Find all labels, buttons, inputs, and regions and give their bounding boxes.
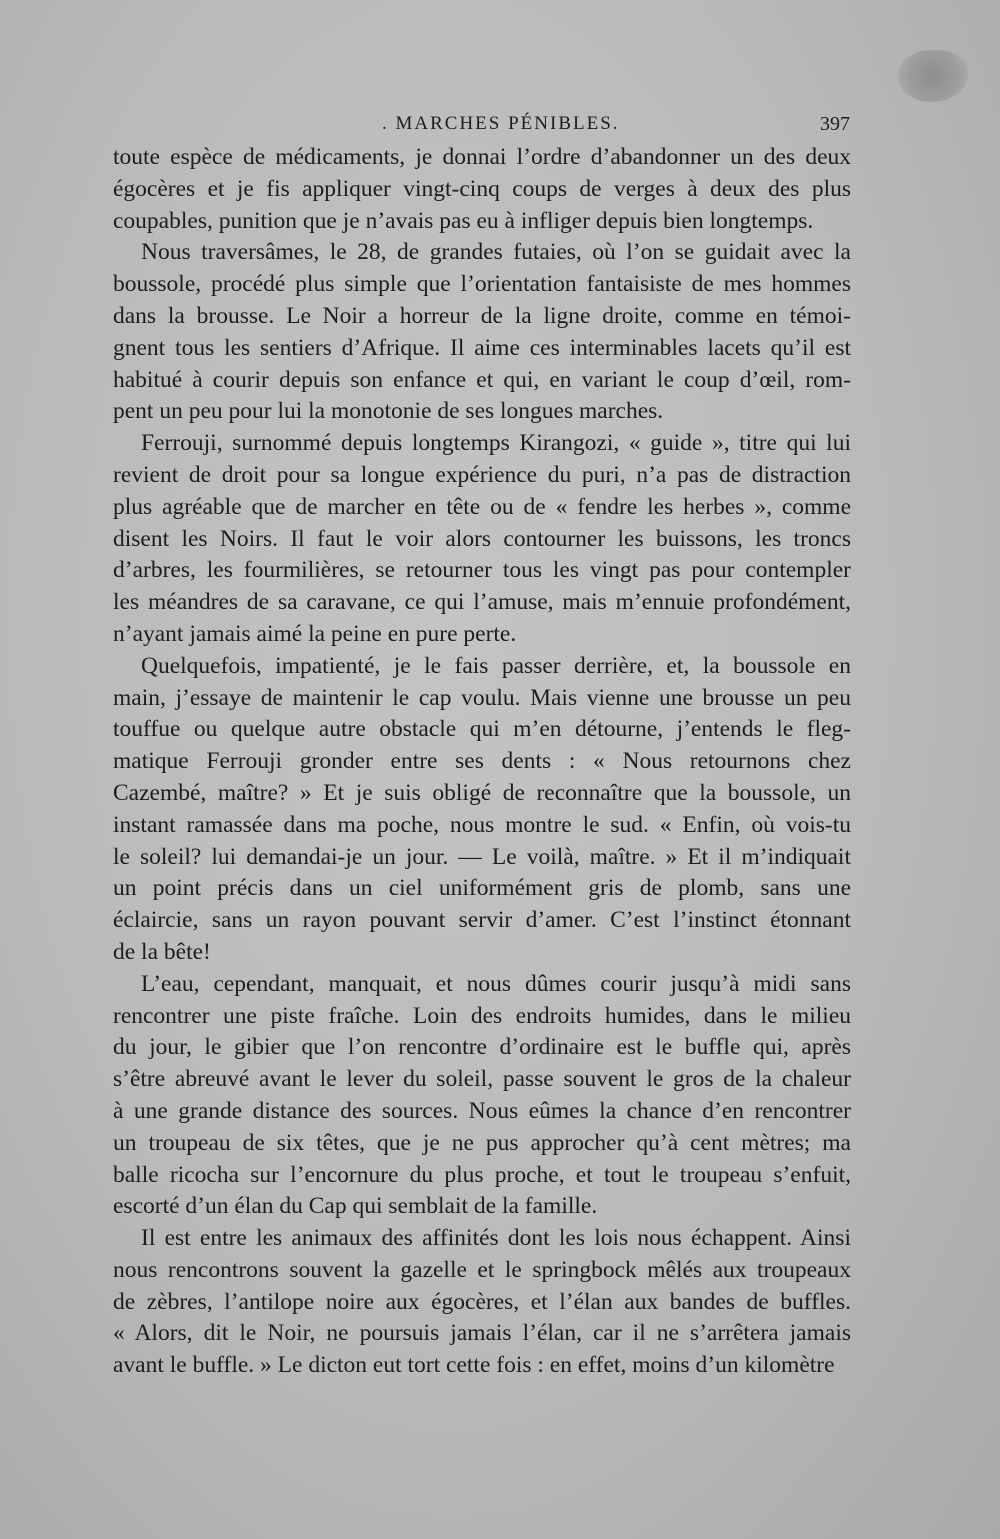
text-line: rencontrer une piste fraîche. Loin des endroits humides, dans le milieu	[113, 1002, 851, 1029]
ink-stain	[898, 50, 968, 102]
text-line: s’être abreuvé avant le lever du soleil, passe souvent le gros de la chaleur	[113, 1066, 851, 1093]
paragraph	[113, 969, 851, 1223]
text-line: les méandres de sa caravane, ce qui l’amuse, mais m’ennuie profondément,	[113, 589, 851, 616]
text-line: un troupeau de six têtes, que je ne pus approcher qu’à cent mètres; ma	[113, 1129, 851, 1156]
text-line: escorté d’un élan du Cap qui semblait de la famille.	[113, 1193, 598, 1220]
text-line: instant ramassée dans ma poche, nous montre le sud. « Enfin, où vois-tu	[113, 811, 851, 838]
paragraph	[113, 1223, 851, 1382]
text-line: main, j’essaye de maintenir le cap voulu. Mais vienne une brousse un peu	[113, 684, 851, 711]
text-line: L’eau, cependant, manquait, et nous dûmes courir jusqu’à midi sans	[141, 970, 851, 997]
text-line: touffue ou quelque autre obstacle qui m’en détourne, j’entends le fleg-	[113, 716, 851, 743]
text-line: plus agréable que de marcher en tête ou de « fendre les herbes », comme	[113, 493, 851, 520]
text-line: boussole, procédé plus simple que l’orientation fantaisiste de mes hommes	[113, 271, 851, 298]
text-line: coupables, punition que je n’avais pas eu à infliger depuis bien longtemps.	[113, 207, 814, 234]
text-line: n’ayant jamais aimé la peine en pure perte.	[113, 620, 517, 647]
text-line: Cazembé, maître? » Et je suis obligé de reconnaître que la boussole, un	[113, 779, 851, 806]
body-text	[113, 142, 851, 1382]
text-line: d’arbres, les fourmilières, se retourner tous les vingt pas pour contempler	[113, 557, 851, 584]
text-line: éclaircie, sans un rayon pouvant servir d’amer. C’est l’instinct étonnant	[113, 907, 851, 934]
text-line: un point précis dans un ciel uniformément gris de plomb, sans une	[113, 875, 851, 902]
text-line: Quelquefois, impatienté, je le fais passer derrière, et, la boussole en	[141, 652, 851, 679]
paragraph	[113, 142, 851, 237]
text-line: habitué à courir depuis son enfance et qui, en variant le coup d’œil, rom-	[113, 366, 851, 393]
paragraph	[113, 428, 851, 651]
text-line: avant le buffle. » Le dicton eut tort cette fois : en effet, moins d’un kilomètre	[113, 1352, 835, 1379]
text-line: le soleil? lui demandai-je un jour. — Le voilà, maître. » Et il m’indiquait	[113, 843, 851, 870]
paragraph	[113, 237, 851, 428]
text-line: disent les Noirs. Il faut le voir alors contourner les buissons, les troncs	[113, 525, 851, 552]
running-head	[112, 113, 850, 143]
text-line: Il est entre les animaux des affinités dont les lois nous échappent. Ainsi	[141, 1225, 851, 1252]
text-line: « Alors, dit le Noir, ne poursuis jamais l’élan, car il ne s’arrêtera jamais	[113, 1320, 851, 1347]
text-line: nous rencontrons souvent la gazelle et le springbock mêlés aux troupeaux	[113, 1256, 851, 1283]
text-line: balle ricocha sur l’encornure du plus proche, et tout le troupeau s’enfuit,	[113, 1161, 851, 1188]
text-line: toute espèce de médicaments, je donnai l’ordre d’abandonner un des deux	[113, 144, 851, 170]
text-line: revient de droit pour sa longue expérience du puri, n’a pas de distraction	[113, 461, 851, 488]
text-line: du jour, le gibier que l’on rencontre d’ordinaire est le buffle qui, après	[113, 1034, 851, 1061]
text-line: dans la brousse. Le Noir a horreur de la ligne droite, comme en témoi-	[113, 302, 851, 329]
text-line: Ferrouji, surnommé depuis longtemps Kirangozi, « guide », titre qui lui	[141, 430, 851, 457]
text-line: pent un peu pour lui la monotonie de ses longues marches.	[113, 398, 664, 425]
text-line: à une grande distance des sources. Nous eûmes la chance d’en rencontrer	[113, 1097, 851, 1124]
text-line: Nous traversâmes, le 28, de grandes futaies, où l’on se guidait avec la	[141, 239, 851, 266]
paragraph	[113, 651, 851, 969]
text-line: gnent tous les sentiers d’Afrique. Il aime ces interminables lacets qu’il est	[113, 334, 851, 361]
text-line: matique Ferrouji gronder entre ses dents : « Nous retournons chez	[113, 748, 851, 775]
text-line: de zèbres, l’antilope noire aux égocères, et l’élan aux bandes de buffles.	[113, 1288, 851, 1315]
text-line: égocères et je fis appliquer vingt-cinq coups de verges à deux des plus	[113, 175, 851, 202]
text-line: de la bête!	[113, 938, 211, 965]
page-number: 397	[820, 113, 850, 135]
chapter-title: . MARCHES PÉNIBLES.	[382, 113, 620, 134]
